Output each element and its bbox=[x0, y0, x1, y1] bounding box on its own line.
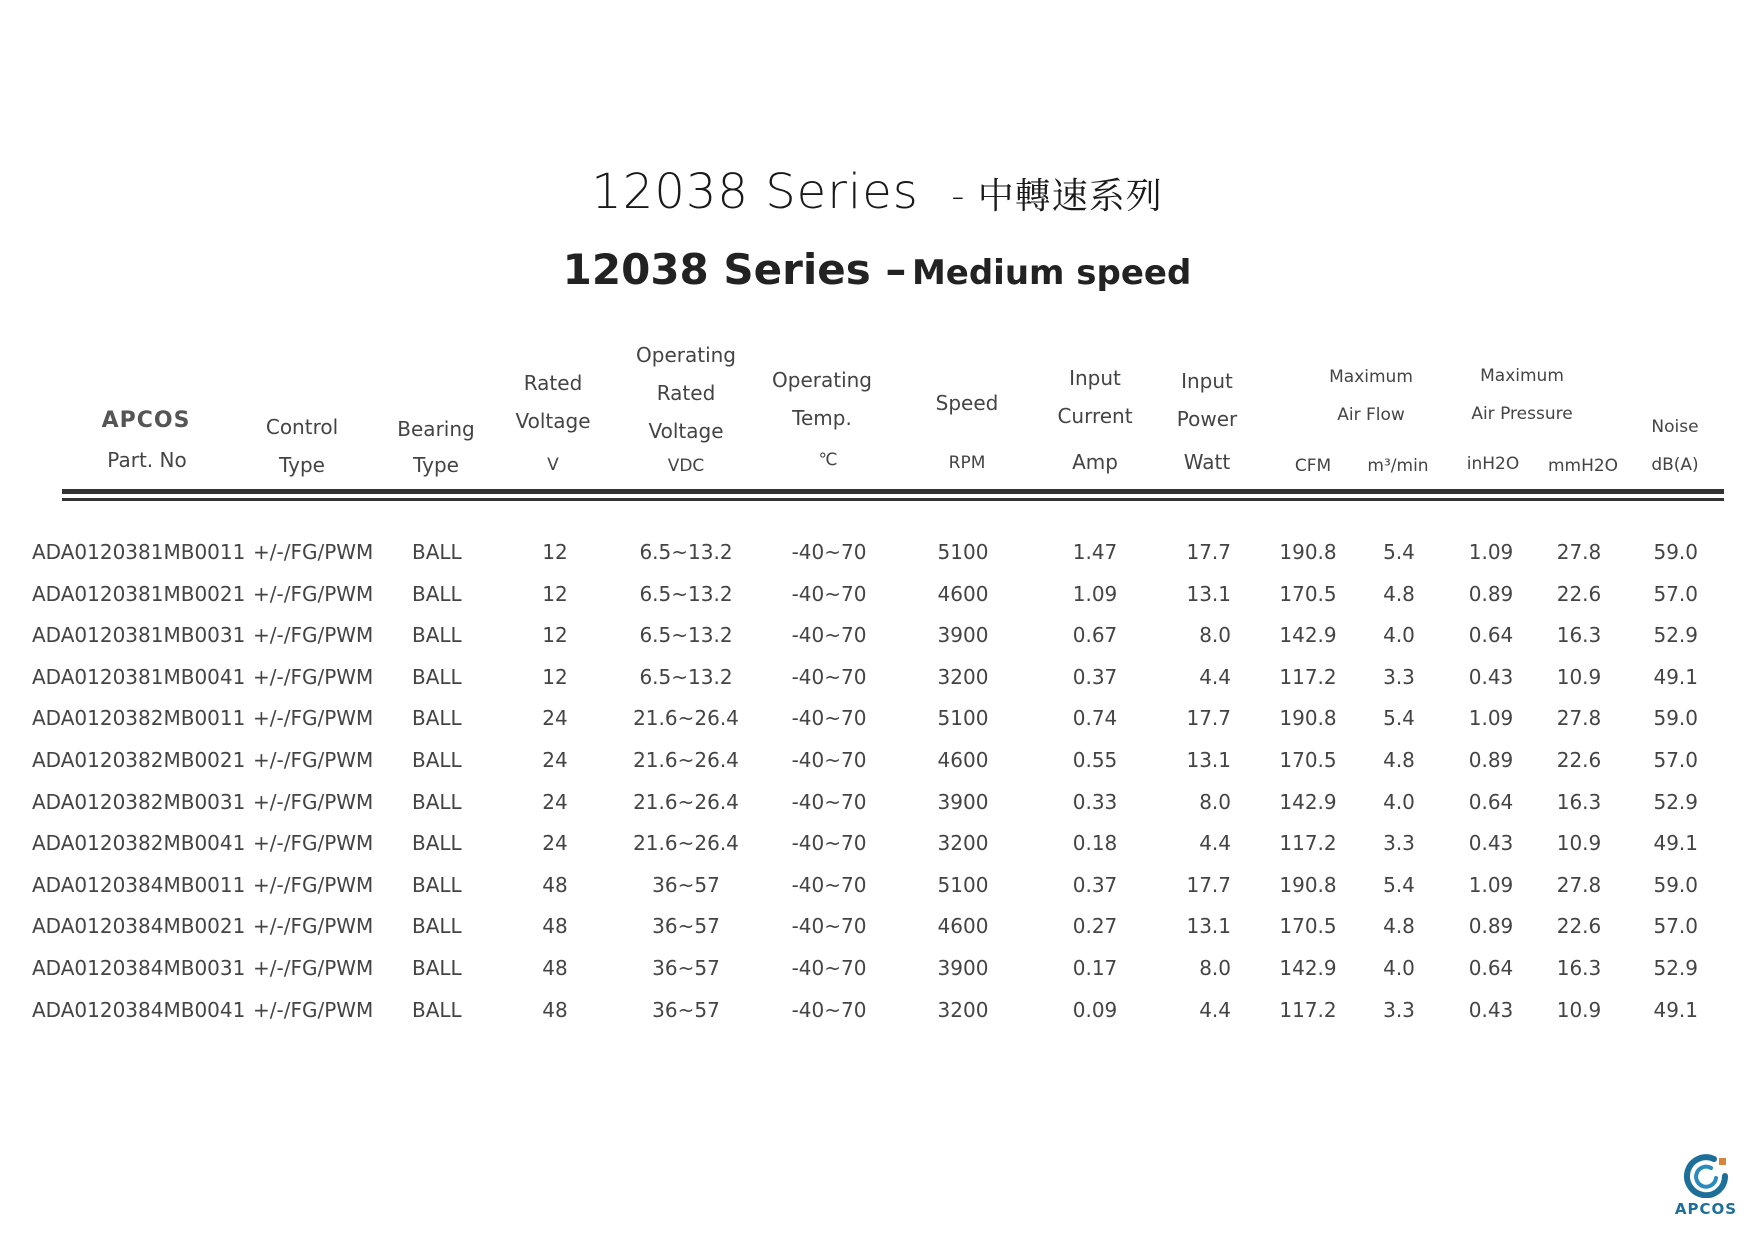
cell-air-pressure-mmh2o: 10.9 bbox=[1556, 998, 1602, 1022]
cell-bearing-type: BALL bbox=[412, 790, 462, 814]
cell-input-current: 0.09 bbox=[1072, 998, 1118, 1022]
header-rated: Rated bbox=[523, 371, 583, 395]
cell-operating-voltage: 6.5~13.2 bbox=[639, 540, 733, 564]
table-row bbox=[0, 665, 1754, 695]
header-air-pressure-1: Maximum bbox=[1480, 366, 1564, 386]
cell-operating-voltage: 36~57 bbox=[652, 998, 720, 1022]
cell-air-flow-cfm: 142.9 bbox=[1279, 790, 1337, 814]
table-row bbox=[0, 831, 1754, 861]
cell-air-pressure-inh2o: 0.89 bbox=[1468, 748, 1514, 772]
cell-noise: 52.9 bbox=[1653, 623, 1698, 647]
cell-input-current: 0.27 bbox=[1072, 914, 1118, 938]
cell-input-power: 4.4 bbox=[1199, 665, 1231, 689]
cell-part-no: ADA0120381MB0031 bbox=[32, 623, 246, 647]
cell-speed: 3200 bbox=[937, 665, 989, 689]
header-part-no: Part. No bbox=[107, 448, 187, 472]
cell-control-type: +/-/FG/PWM bbox=[253, 665, 374, 689]
page-title-cn bbox=[0, 164, 1754, 220]
cell-speed: 4600 bbox=[937, 582, 989, 606]
cell-speed: 4600 bbox=[937, 748, 989, 772]
cell-input-power: 13.1 bbox=[1186, 914, 1231, 938]
cell-air-flow-m3min: 4.8 bbox=[1383, 914, 1415, 938]
cell-noise: 57.0 bbox=[1653, 914, 1698, 938]
cell-noise: 52.9 bbox=[1653, 790, 1698, 814]
cell-part-no: ADA0120381MB0011 bbox=[32, 540, 246, 564]
cell-air-pressure-inh2o: 1.09 bbox=[1468, 706, 1514, 730]
cell-input-current: 0.17 bbox=[1072, 956, 1118, 980]
cell-bearing-type: BALL bbox=[412, 914, 462, 938]
cell-air-flow-cfm: 170.5 bbox=[1279, 582, 1337, 606]
header-operating-temp-2: Temp. bbox=[792, 406, 852, 430]
cell-input-power: 13.1 bbox=[1186, 748, 1231, 772]
header-operating: Operating bbox=[636, 343, 736, 367]
header-operating-temp-1: Operating bbox=[772, 368, 872, 392]
cell-input-power: 17.7 bbox=[1186, 706, 1231, 730]
cell-air-flow-m3min: 4.8 bbox=[1383, 748, 1415, 772]
cell-rated-voltage: 48 bbox=[542, 956, 568, 980]
cell-rated-voltage: 48 bbox=[542, 914, 568, 938]
table-row bbox=[0, 914, 1754, 944]
cell-part-no: ADA0120382MB0041 bbox=[32, 831, 246, 855]
cell-air-flow-m3min: 4.8 bbox=[1383, 582, 1415, 606]
cell-air-flow-cfm: 190.8 bbox=[1279, 540, 1337, 564]
cell-operating-voltage: 6.5~13.2 bbox=[639, 623, 733, 647]
series-subtitle-cn: - 中轉速系列 bbox=[951, 176, 1163, 217]
header-air-flow-cfm: CFM bbox=[1294, 456, 1332, 476]
cell-noise: 57.0 bbox=[1653, 748, 1698, 772]
cell-noise: 52.9 bbox=[1653, 956, 1698, 980]
cell-input-current: 0.67 bbox=[1072, 623, 1118, 647]
cell-operating-voltage: 6.5~13.2 bbox=[639, 665, 733, 689]
cell-part-no: ADA0120382MB0031 bbox=[32, 790, 246, 814]
cell-noise: 59.0 bbox=[1653, 540, 1698, 564]
cell-air-flow-cfm: 117.2 bbox=[1279, 831, 1337, 855]
cell-input-power: 4.4 bbox=[1199, 831, 1231, 855]
table-row bbox=[0, 623, 1754, 653]
cell-rated-voltage: 24 bbox=[542, 790, 568, 814]
cell-input-current: 0.33 bbox=[1072, 790, 1118, 814]
header-input-power-1: Input bbox=[1181, 369, 1233, 393]
cell-control-type: +/-/FG/PWM bbox=[253, 956, 374, 980]
table-row bbox=[0, 706, 1754, 736]
cell-control-type: +/-/FG/PWM bbox=[253, 540, 374, 564]
cell-air-pressure-inh2o: 1.09 bbox=[1468, 873, 1514, 897]
series-subtitle-en: Medium speed bbox=[911, 253, 1192, 293]
table-row bbox=[0, 790, 1754, 820]
cell-air-pressure-inh2o: 0.43 bbox=[1468, 998, 1514, 1022]
cell-air-flow-cfm: 190.8 bbox=[1279, 873, 1337, 897]
cell-operating-voltage: 21.6~26.4 bbox=[633, 748, 739, 772]
cell-speed: 5100 bbox=[937, 873, 989, 897]
cell-control-type: +/-/FG/PWM bbox=[253, 706, 374, 730]
header-input-power-2: Power bbox=[1176, 407, 1238, 431]
cell-input-current: 0.74 bbox=[1072, 706, 1118, 730]
cell-noise: 49.1 bbox=[1653, 998, 1698, 1022]
header-control-type: Type bbox=[279, 453, 325, 477]
cell-air-pressure-mmh2o: 10.9 bbox=[1556, 665, 1602, 689]
cell-rated-voltage: 12 bbox=[542, 665, 568, 689]
cell-bearing-type: BALL bbox=[412, 831, 462, 855]
cell-operating-temp: -40~70 bbox=[791, 748, 867, 772]
table-row bbox=[0, 582, 1754, 612]
page-title-en bbox=[0, 245, 1754, 294]
cell-air-flow-cfm: 142.9 bbox=[1279, 623, 1337, 647]
header-divider-thin bbox=[62, 498, 1724, 501]
table-row bbox=[0, 998, 1754, 1028]
cell-air-pressure-mmh2o: 27.8 bbox=[1556, 873, 1602, 897]
cell-air-pressure-inh2o: 0.89 bbox=[1468, 914, 1514, 938]
cell-input-current: 0.37 bbox=[1072, 873, 1118, 897]
cell-bearing-type: BALL bbox=[412, 540, 462, 564]
cell-control-type: +/-/FG/PWM bbox=[253, 790, 374, 814]
cell-operating-voltage: 21.6~26.4 bbox=[633, 790, 739, 814]
cell-operating-voltage: 21.6~26.4 bbox=[633, 831, 739, 855]
cell-control-type: +/-/FG/PWM bbox=[253, 623, 374, 647]
cell-air-flow-m3min: 4.0 bbox=[1383, 790, 1415, 814]
cell-air-pressure-mmh2o: 16.3 bbox=[1556, 623, 1602, 647]
cell-air-pressure-inh2o: 0.64 bbox=[1468, 956, 1514, 980]
cell-air-flow-m3min: 3.3 bbox=[1383, 831, 1415, 855]
cell-operating-temp: -40~70 bbox=[791, 956, 867, 980]
cell-part-no: ADA0120384MB0041 bbox=[32, 998, 246, 1022]
cell-speed: 3200 bbox=[937, 831, 989, 855]
cell-air-flow-m3min: 4.0 bbox=[1383, 956, 1415, 980]
header-air-flow-1: Maximum bbox=[1329, 367, 1413, 387]
cell-part-no: ADA0120384MB0011 bbox=[32, 873, 246, 897]
header-input-power-unit: Watt bbox=[1183, 450, 1231, 474]
cell-input-power: 8.0 bbox=[1199, 956, 1231, 980]
cell-input-power: 13.1 bbox=[1186, 582, 1231, 606]
cell-part-no: ADA0120381MB0021 bbox=[32, 582, 246, 606]
cell-air-pressure-mmh2o: 16.3 bbox=[1556, 790, 1602, 814]
cell-part-no: ADA0120381MB0041 bbox=[32, 665, 246, 689]
cell-noise: 59.0 bbox=[1653, 873, 1698, 897]
cell-input-current: 1.09 bbox=[1072, 582, 1118, 606]
cell-air-flow-m3min: 5.4 bbox=[1383, 873, 1415, 897]
cell-speed: 3200 bbox=[937, 998, 989, 1022]
cell-operating-temp: -40~70 bbox=[791, 998, 867, 1022]
cell-part-no: ADA0120382MB0021 bbox=[32, 748, 246, 772]
cell-bearing-type: BALL bbox=[412, 873, 462, 897]
cell-air-flow-cfm: 190.8 bbox=[1279, 706, 1337, 730]
cell-input-power: 8.0 bbox=[1199, 790, 1231, 814]
header-speed: Speed bbox=[935, 391, 999, 415]
table-row bbox=[0, 873, 1754, 903]
cell-air-pressure-inh2o: 0.43 bbox=[1468, 665, 1514, 689]
cell-air-flow-m3min: 5.4 bbox=[1383, 706, 1415, 730]
cell-speed: 5100 bbox=[937, 540, 989, 564]
cell-noise: 59.0 bbox=[1653, 706, 1698, 730]
brand-logo-text: APCOS bbox=[101, 408, 191, 433]
header-control: Control bbox=[265, 415, 339, 439]
cell-part-no: ADA0120384MB0031 bbox=[32, 956, 246, 980]
cell-rated-voltage: 24 bbox=[542, 831, 568, 855]
cell-bearing-type: BALL bbox=[412, 956, 462, 980]
cell-operating-voltage: 21.6~26.4 bbox=[633, 706, 739, 730]
table-row bbox=[0, 956, 1754, 986]
cell-operating-temp: -40~70 bbox=[791, 831, 867, 855]
cell-air-pressure-mmh2o: 16.3 bbox=[1556, 956, 1602, 980]
header-air-flow-m3min: m³/min bbox=[1367, 456, 1429, 476]
cell-operating-temp: -40~70 bbox=[791, 914, 867, 938]
header-input-current-1: Input bbox=[1069, 366, 1121, 390]
header-bearing: Bearing bbox=[397, 417, 475, 441]
apcos-logo bbox=[1673, 1152, 1739, 1218]
cell-operating-temp: -40~70 bbox=[791, 790, 867, 814]
cell-speed: 4600 bbox=[937, 914, 989, 938]
cell-input-power: 8.0 bbox=[1199, 623, 1231, 647]
cell-input-power: 17.7 bbox=[1186, 873, 1231, 897]
cell-rated-voltage: 48 bbox=[542, 873, 568, 897]
cell-air-pressure-inh2o: 0.43 bbox=[1468, 831, 1514, 855]
cell-air-pressure-inh2o: 1.09 bbox=[1468, 540, 1514, 564]
table-row bbox=[0, 540, 1754, 570]
cell-part-no: ADA0120384MB0021 bbox=[32, 914, 246, 938]
header-air-pressure-2: Air Pressure bbox=[1471, 404, 1573, 424]
header-operating-voltage: Voltage bbox=[648, 419, 724, 443]
cell-rated-voltage: 12 bbox=[542, 540, 568, 564]
cell-operating-voltage: 36~57 bbox=[652, 914, 720, 938]
header-bearing-type: Type bbox=[413, 453, 459, 477]
cell-operating-voltage: 6.5~13.2 bbox=[639, 582, 733, 606]
cell-air-flow-m3min: 3.3 bbox=[1383, 665, 1415, 689]
cell-air-pressure-mmh2o: 22.6 bbox=[1556, 748, 1602, 772]
header-noise-unit: dB(A) bbox=[1651, 455, 1699, 475]
header-air-pressure-mmh2o: mmH2O bbox=[1547, 456, 1619, 476]
cell-air-pressure-mmh2o: 22.6 bbox=[1556, 914, 1602, 938]
logo-swirl-icon bbox=[1681, 1152, 1731, 1198]
cell-speed: 3900 bbox=[937, 623, 989, 647]
cell-bearing-type: BALL bbox=[412, 582, 462, 606]
cell-input-current: 1.47 bbox=[1072, 540, 1118, 564]
cell-control-type: +/-/FG/PWM bbox=[253, 998, 374, 1022]
cell-operating-temp: -40~70 bbox=[791, 623, 867, 647]
cell-speed: 5100 bbox=[937, 706, 989, 730]
header-noise: Noise bbox=[1651, 417, 1699, 437]
header-rated-voltage: Voltage bbox=[515, 409, 591, 433]
header-operating-temp-unit: ℃ bbox=[818, 450, 838, 470]
cell-air-flow-cfm: 117.2 bbox=[1279, 998, 1337, 1022]
cell-operating-voltage: 36~57 bbox=[652, 956, 720, 980]
cell-rated-voltage: 24 bbox=[542, 748, 568, 772]
cell-operating-temp: -40~70 bbox=[791, 540, 867, 564]
cell-rated-voltage: 12 bbox=[542, 623, 568, 647]
cell-air-flow-m3min: 3.3 bbox=[1383, 998, 1415, 1022]
cell-air-flow-cfm: 170.5 bbox=[1279, 914, 1337, 938]
series-title-en: 12038 Series – bbox=[562, 245, 907, 294]
header-divider-thick bbox=[62, 489, 1724, 494]
cell-noise: 49.1 bbox=[1653, 665, 1698, 689]
cell-control-type: +/-/FG/PWM bbox=[253, 914, 374, 938]
header-air-pressure-inh2o: inH2O bbox=[1466, 454, 1520, 474]
cell-operating-temp: -40~70 bbox=[791, 665, 867, 689]
cell-operating-temp: -40~70 bbox=[791, 706, 867, 730]
header-operating-rated: Rated bbox=[656, 381, 716, 405]
cell-air-flow-m3min: 5.4 bbox=[1383, 540, 1415, 564]
cell-bearing-type: BALL bbox=[412, 665, 462, 689]
cell-part-no: ADA0120382MB0011 bbox=[32, 706, 246, 730]
cell-control-type: +/-/FG/PWM bbox=[253, 831, 374, 855]
header-input-current-unit: Amp bbox=[1072, 450, 1118, 474]
series-title-cn: 12038 Series bbox=[591, 164, 919, 220]
cell-operating-temp: -40~70 bbox=[791, 873, 867, 897]
cell-rated-voltage: 12 bbox=[542, 582, 568, 606]
cell-input-power: 4.4 bbox=[1199, 998, 1231, 1022]
header-operating-voltage-unit: VDC bbox=[667, 456, 705, 476]
cell-air-flow-cfm: 142.9 bbox=[1279, 956, 1337, 980]
cell-control-type: +/-/FG/PWM bbox=[253, 748, 374, 772]
cell-speed: 3900 bbox=[937, 956, 989, 980]
cell-control-type: +/-/FG/PWM bbox=[253, 873, 374, 897]
cell-air-pressure-inh2o: 0.89 bbox=[1468, 582, 1514, 606]
cell-operating-voltage: 36~57 bbox=[652, 873, 720, 897]
cell-input-current: 0.55 bbox=[1072, 748, 1118, 772]
cell-control-type: +/-/FG/PWM bbox=[253, 582, 374, 606]
cell-operating-temp: -40~70 bbox=[791, 582, 867, 606]
cell-air-flow-cfm: 117.2 bbox=[1279, 665, 1337, 689]
cell-input-current: 0.18 bbox=[1072, 831, 1118, 855]
cell-air-pressure-inh2o: 0.64 bbox=[1468, 623, 1514, 647]
cell-air-flow-m3min: 4.0 bbox=[1383, 623, 1415, 647]
header-input-current-2: Current bbox=[1057, 404, 1133, 428]
cell-bearing-type: BALL bbox=[412, 623, 462, 647]
header-air-flow-2: Air Flow bbox=[1337, 405, 1405, 425]
cell-noise: 49.1 bbox=[1653, 831, 1698, 855]
cell-rated-voltage: 48 bbox=[542, 998, 568, 1022]
cell-air-pressure-mmh2o: 27.8 bbox=[1556, 706, 1602, 730]
header-rated-voltage-unit: V bbox=[547, 455, 559, 475]
logo-text: APCOS bbox=[1674, 1200, 1738, 1218]
cell-air-pressure-mmh2o: 10.9 bbox=[1556, 831, 1602, 855]
cell-speed: 3900 bbox=[937, 790, 989, 814]
cell-air-pressure-mmh2o: 27.8 bbox=[1556, 540, 1602, 564]
cell-bearing-type: BALL bbox=[412, 706, 462, 730]
cell-noise: 57.0 bbox=[1653, 582, 1698, 606]
cell-bearing-type: BALL bbox=[412, 998, 462, 1022]
cell-air-pressure-inh2o: 0.64 bbox=[1468, 790, 1514, 814]
header-speed-unit: RPM bbox=[948, 453, 986, 473]
table-row bbox=[0, 748, 1754, 778]
cell-rated-voltage: 24 bbox=[542, 706, 568, 730]
cell-bearing-type: BALL bbox=[412, 748, 462, 772]
cell-input-power: 17.7 bbox=[1186, 540, 1231, 564]
cell-air-flow-cfm: 170.5 bbox=[1279, 748, 1337, 772]
cell-input-current: 0.37 bbox=[1072, 665, 1118, 689]
cell-air-pressure-mmh2o: 22.6 bbox=[1556, 582, 1602, 606]
